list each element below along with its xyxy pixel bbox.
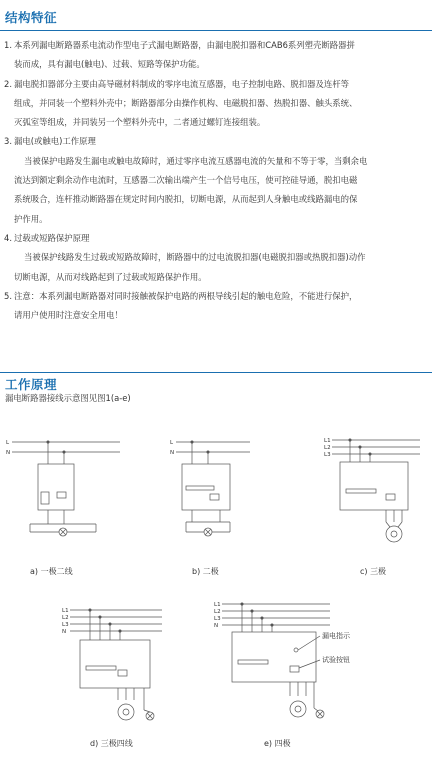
line-label: N [6,450,11,456]
diagram-c [324,438,420,576]
item-text: 漏电脱扣器部分主要由高导磁材料制成的零序电流互感器，电子控制电路、脱扣器及连杆等 [14,78,349,89]
motor-icon [290,701,306,717]
item-text: 切断电源，从而对线路起到了过载或短路保护作用。 [14,271,207,282]
diagram-intro: 漏电断路器接线示意图见图1(a-e) [5,393,131,403]
line-label: L [6,440,10,446]
diagram-caption: d) 三极四线 [90,739,133,748]
line-label: L2 [62,615,69,621]
breaker-body [80,640,150,688]
line-label: L3 [214,616,221,622]
label-test-button: 试验按钮 [322,656,350,664]
list-item [4,229,428,287]
section-divider [0,30,432,31]
section-divider [0,372,432,373]
diagram-caption: b) 二极 [192,567,219,576]
line-label: L [170,440,174,446]
item-number: 2. [4,78,12,89]
item-text: 当被保护线路发生过载或短路故障时，断路器中的过电流脱扣器(电磁脱扣器或热脱扣器)动作 [24,252,366,263]
diagram-e [214,602,351,748]
item-text: 组成，并同装一个塑料外壳中；断路器部分由操作机构、电磁脱扣器、热脱扣器、触头系统、 [14,97,358,108]
diagram-caption: c) 三极 [360,567,387,576]
diagram-a [6,440,120,576]
line-label: N [214,623,219,629]
line-label: L1 [214,602,221,608]
breaker-body [232,632,316,682]
item-number: 5. [4,290,12,301]
item-number: 3. [4,136,12,147]
wiring-diagrams [0,404,432,764]
item-heading: 漏电(或触电)工作原理 [14,136,96,147]
item-text: 请用户使用时注意安全用电！ [14,310,123,321]
item-text: 注意：本系列漏电断路器对同时接触被保护电路的两根导线引起的触电危险，不能进行保护， [14,290,358,301]
breaker-body [182,464,230,510]
item-text: 流达到额定剩余动作电流时，互感器二次输出端产生一个信号电压，使可控硅导通，脱扣电磁 [14,175,358,186]
structure-list [4,36,428,325]
test-button-icon [290,666,299,672]
line-label: L1 [324,438,331,444]
diagram-b [170,440,250,576]
line-label: L1 [62,608,69,614]
list-item [4,75,428,133]
item-text: 护作用。 [14,213,48,224]
item-text: 系统吸合，连杆推动断路器在规定时间内脱扣，切断电源，从而起到人身触电或线路漏电的保 [14,194,358,205]
diagram-caption: a) 一极二线 [30,567,73,576]
line-label: L3 [62,622,69,628]
label-leak-indicator: 漏电指示 [322,632,350,640]
item-number: 4. [4,232,12,243]
item-number: 1. [4,40,12,50]
diagram-d [62,608,162,748]
list-item [4,132,428,228]
line-label: N [170,450,175,456]
item-text: 装而成，具有漏电(触电)、过载、短路等保护功能。 [14,59,205,70]
diagram-caption: e) 四极 [264,739,291,748]
line-label: N [62,629,67,635]
list-item [4,36,428,75]
motor-icon [386,526,402,542]
breaker-body [38,464,74,510]
item-text: 当被保护电路发生漏电或触电故障时，通过零序电流互感器电流的矢量和不等于零，当剩余电 [24,155,368,166]
item-text: 本系列漏电断路器系电流动作型电子式漏电断路器，由漏电脱扣器和CAB6系列塑壳断路器拼 [14,40,355,50]
item-text: 灭弧室等组成，并同装另一个塑料外壳中，二者通过螺钉连接组装。 [14,117,266,128]
leak-indicator-icon [294,648,298,652]
motor-icon [118,704,134,720]
line-label: L3 [324,452,331,458]
item-heading: 过载或短路保护原理 [14,232,90,243]
section-title-principle: 工作原理 [5,377,58,392]
breaker-body [340,462,408,510]
section-title-structure: 结构特征 [5,10,58,25]
list-item [4,287,428,326]
line-label: L2 [214,609,221,615]
line-label: L2 [324,445,331,451]
